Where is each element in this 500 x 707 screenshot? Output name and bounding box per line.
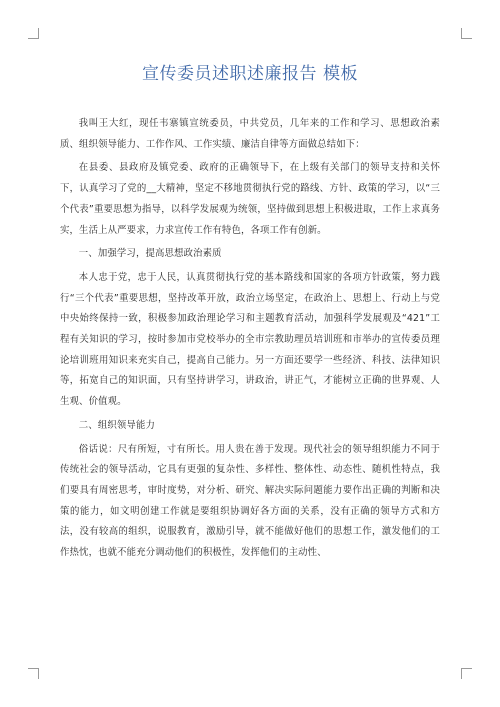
paragraph-leadership: 俗话说：尺有所短，寸有所长。用人贵在善于发现。现代社会的领导组织能力不同于传统社会的领导活动，它具有更强的复杂性、多样性、整体性、动态性、随机性特点，我们要具有周密思考，审时度势，对分析、研究、解决实际问题能力要作出正确的判断和决策的能力，如文明创建工作就是要组织协调好各方面的关系，没有正确的领导方式和方法，没有较高的组织，说服教育，激励引导，就不能做好他们的思想工作，激发他们的工作热忱，也就不能充分调动他们的积极性，发挥他们的主动性、	[60, 443, 440, 559]
crop-mark-top-left	[28, 28, 39, 39]
section-heading-leadership: 二、组织领导能力	[78, 419, 155, 431]
paragraph-overview: 在县委、县政府及镇党委、政府的正确领导下，在上级有关部门的领导支持和关怀下，认真学习了党的__大精神，坚定不移地贯彻执行党的路线、方针、政策的学习，以“三个代表”重要思想为指导，以科学发展观为统领，坚持做到思想上积极进取，工作上求真务实，生活上从严要求，力求宣传工作有特色，各项工作有创新。	[60, 162, 440, 236]
section-heading-study: 一、加强学习，提高思想政治素质	[78, 248, 222, 260]
document-body	[60, 114, 440, 564]
crop-mark-top-right	[461, 28, 472, 39]
paragraph-intro: 我叫王大红，现任韦寨镇宣统委员，中共党员，几年来的工作和学习、思想政治素质、组织领导能力、工作作风、工作实绩、廉洁自律等方面做总结如下：	[60, 118, 440, 150]
document-title: 宣传委员述职述廉报告 模板	[142, 64, 358, 84]
paragraph-study: 本人忠于党，忠于人民，认真贯彻执行党的基本路线和国家的各项方针政策，努力践行“三个代表”重要思想，坚持改革开放，政治立场坚定，在政治上、思想上、行动上与党中央始终保持一致，积极参加政治理论学习和主题教育活动，加强科学发展观及“421”工程有关知识的学习，按时参加市党校举办的全市宗教助理员培训班和市举办的宣传委员理论培训班用知识来充实自己，提高自己能力。另一方面还要学一些经济、科技、法律知识等，拓宽自己的知识面，只有坚持讲学习，讲政治，讲正气，才能树立正确的世界观、人生观、价值观。	[60, 271, 440, 408]
crop-mark-bottom-right	[461, 668, 472, 679]
crop-mark-bottom-left	[28, 668, 39, 679]
